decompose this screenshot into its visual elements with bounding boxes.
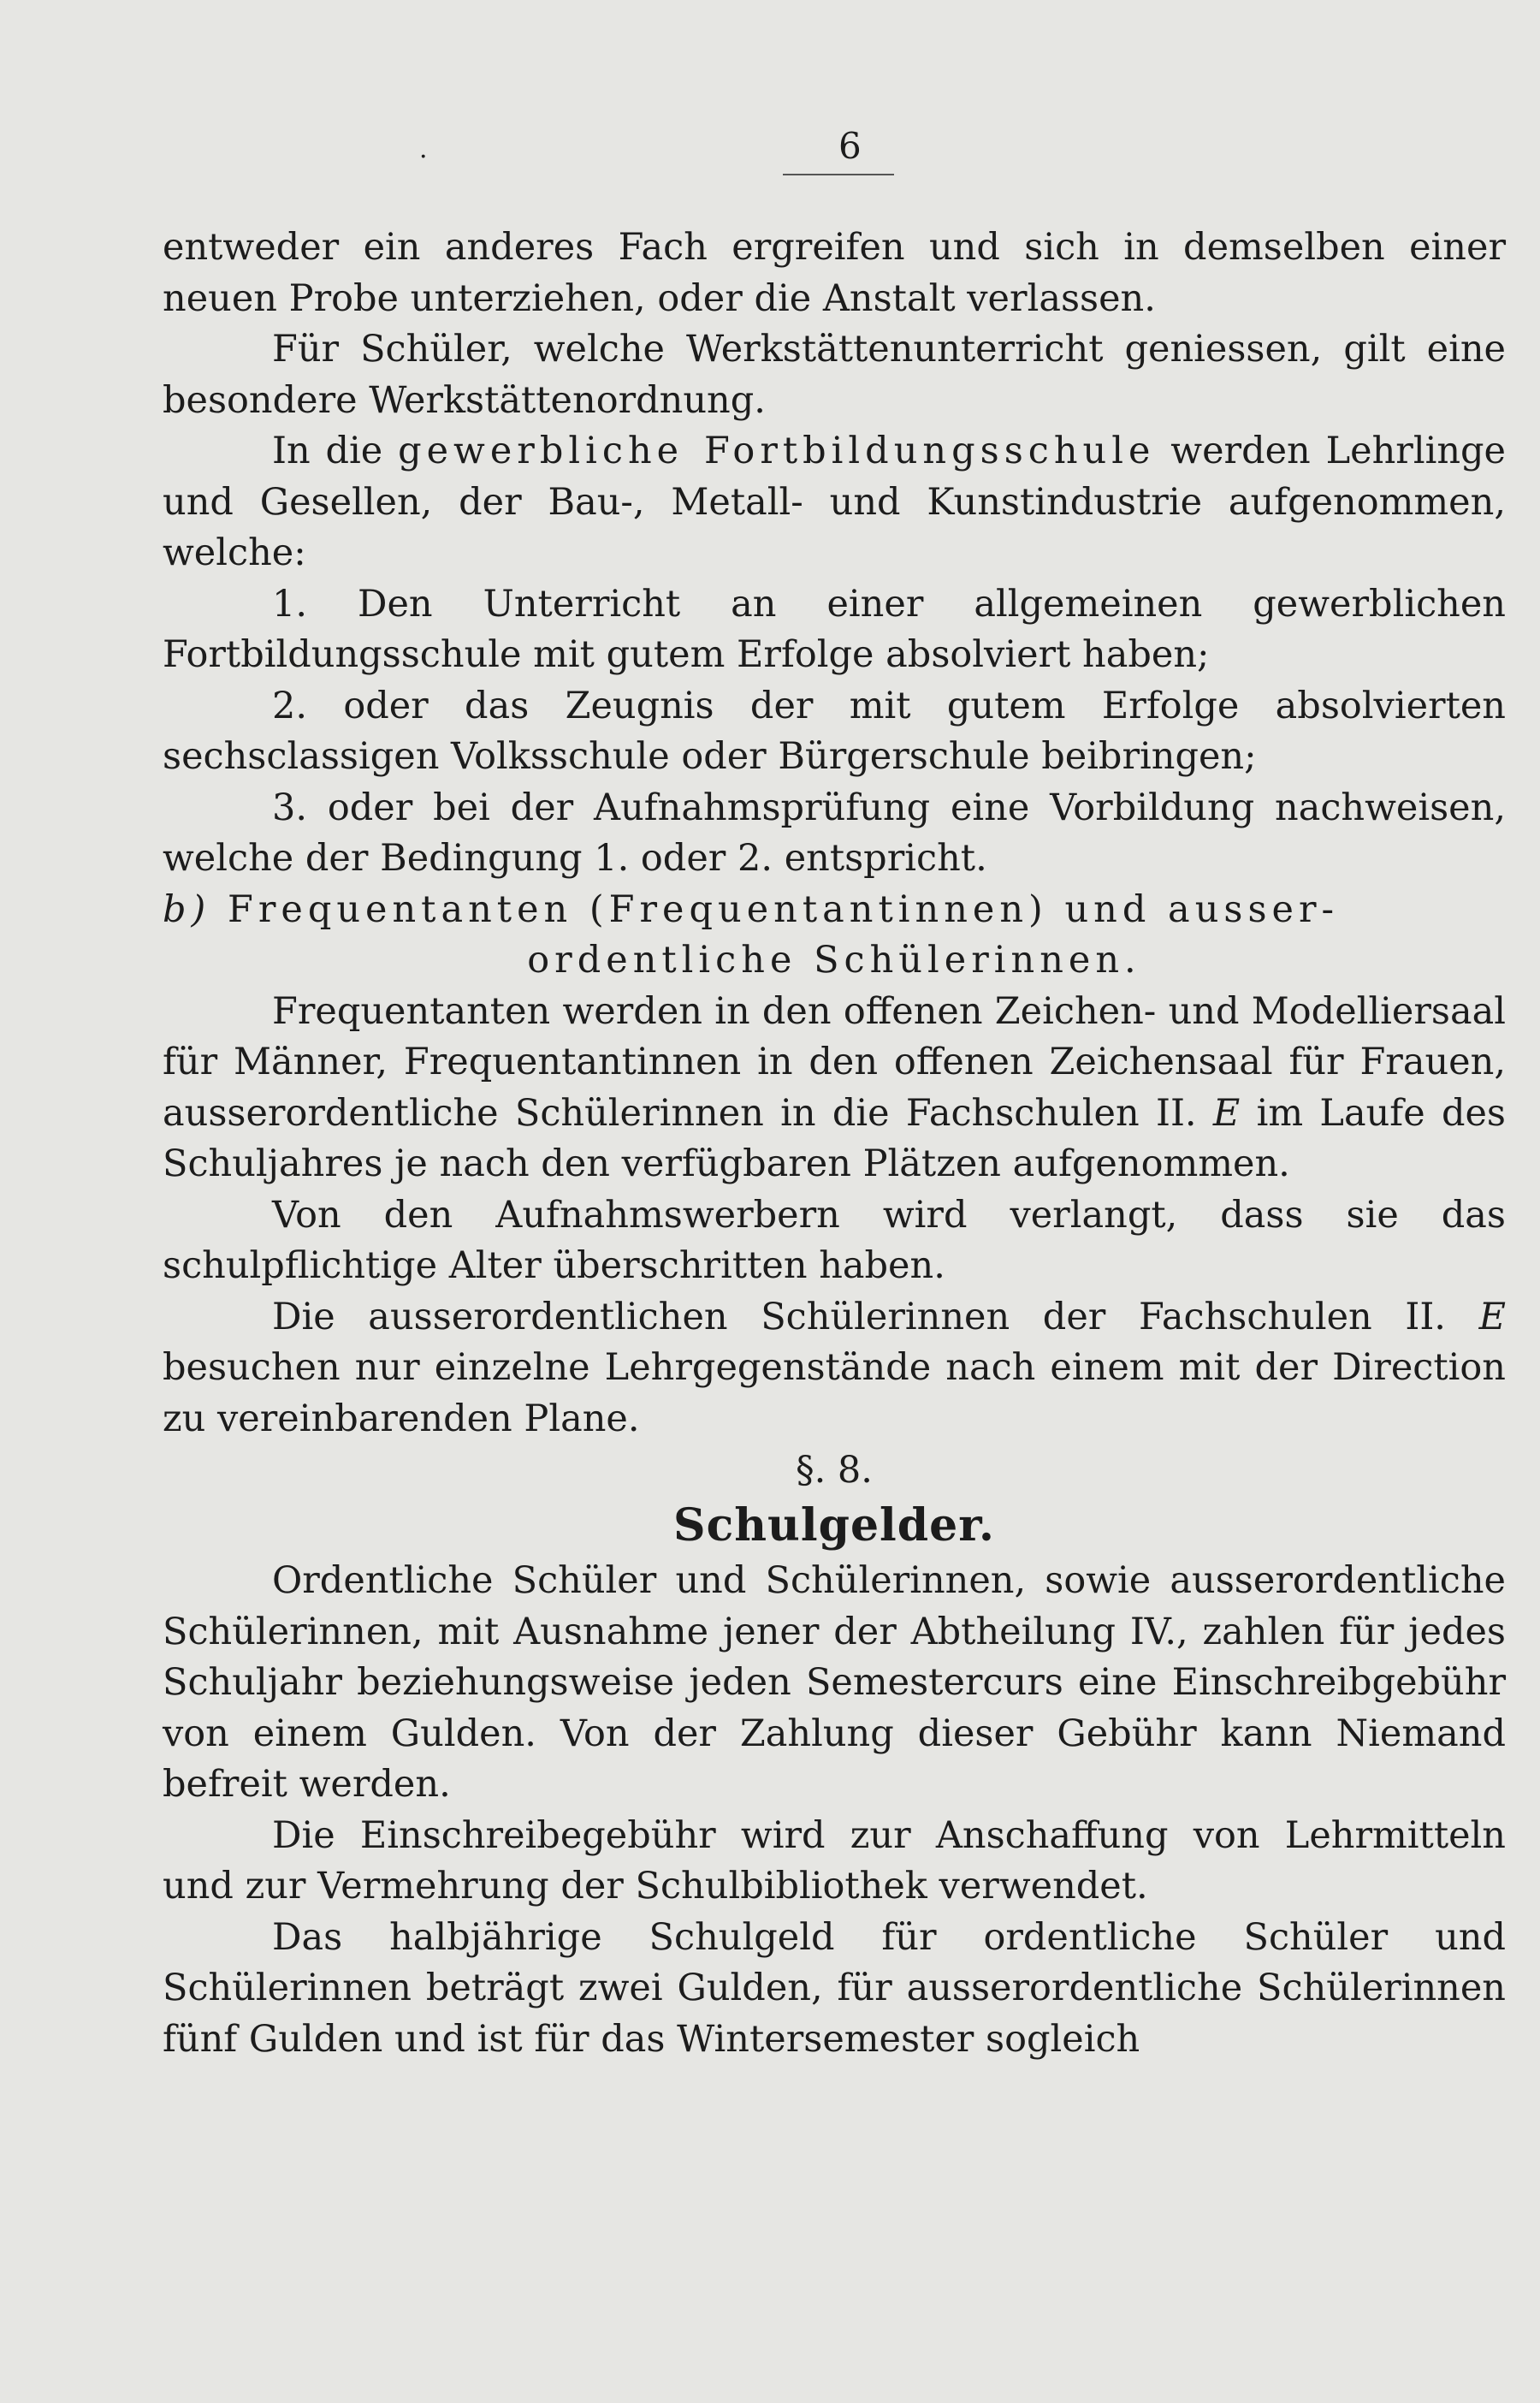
paragraph-ausserordentliche <box>163 1292 1506 1445</box>
header-dot: · <box>419 142 428 172</box>
text-run-italic: E <box>1212 1091 1241 1135</box>
page-header <box>163 116 1504 178</box>
paragraph-aufnahmswerber: Von den Aufnahmswerbern wird verlangt, dass sie das schulpflichtige Alter überschritten haben. <box>163 1193 1506 1287</box>
paragraph-fortbildungsschule <box>163 426 1506 579</box>
subsection-marker: b) <box>163 887 211 931</box>
text-run-italic: E <box>1478 1295 1506 1338</box>
paragraph-schulgeld: Das halbjährige Schulgeld für ordentliche Schüler und Schülerinnen beträgt zwei Gulden, für ausserordentliche Schülerinnen fünf Gulden und ist für das Wintersemester sogleich <box>163 1915 1506 2061</box>
text-run: werden Lehrlinge und Gesellen, der Bau-, Metall- und Kunstindustrie aufgenommen, welche: <box>163 430 1506 574</box>
paragraph-frequentanten <box>163 987 1506 1190</box>
header-rule <box>783 174 894 175</box>
page-number: 6 <box>838 125 862 167</box>
text-run: Frequentanten werden in den offenen Zeichen- und Modelliersaal für Männer, Frequentantinnen in den offenen Zeichensaal für Frauen, ausserordentliche Schülerinnen in die Fachschulen II. <box>163 989 1506 1135</box>
subsection-heading-line1: Frequentanten (Frequentantinnen) und ausser- <box>227 887 1340 931</box>
paragraph-workshop: Für Schüler, welche Werkstättenunterricht geniessen, gilt eine besondere Werkstättenordnung. <box>163 328 1506 422</box>
list-item-3: 3. oder bei der Aufnahmsprüfung eine Vorbildung nachweisen, welche der Bedingung 1. oder 2. entspricht. <box>163 786 1506 880</box>
subsection-b-heading <box>163 885 1506 936</box>
paragraph-lehrmittel: Die Einschreibegebühr wird zur Anschaffung von Lehrmitteln und zur Vermehrung der Schulbibliothek verwendet. <box>163 1813 1506 1908</box>
paragraph-einschreibgebuehr: Ordentliche Schüler und Schülerinnen, sowie ausserordentliche Schülerinnen, mit Ausnahme jener der Abtheilung IV., zahlen für jedes Schuljahr beziehungsweise jeden Semestercurs eine Einschreibgebühr von einem Gulden. Von der Zahlung dieser Gebühr kann Niemand befreit werden. <box>163 1559 1506 1806</box>
document-body <box>163 222 1506 2065</box>
section-title: Schulgelder. <box>673 1499 995 1552</box>
text-run: besuchen nur einzelne Lehrgegenstände nach einem mit der Direction zu vereinbarenden Plane. <box>163 1346 1506 1440</box>
text-run: In die <box>272 430 399 472</box>
emphasized-text: gewerbliche Fortbildungsschule <box>398 430 1156 472</box>
paragraph-continuation: entweder ein anderes Fach ergreifen und sich in demselben einer neuen Probe unterziehen, oder die Anstalt verlassen. <box>163 226 1506 320</box>
text-run: Die ausserordentlichen Schülerinnen der Fachschulen II. <box>272 1295 1479 1338</box>
subsection-heading-line2: ordentliche Schülerinnen. <box>527 939 1141 982</box>
text-run: im Laufe des Schuljahres je nach den verfügbaren Plätzen aufgenommen. <box>163 1091 1506 1185</box>
list-item-1: 1. Den Unterricht an einer allgemeinen gewerblichen Fortbildungsschule mit gutem Erfolge absolviert haben; <box>163 582 1506 676</box>
section-number: §. 8. <box>796 1449 873 1492</box>
list-item-2: 2. oder das Zeugnis der mit gutem Erfolge absolvierten sechsclassigen Volksschule oder Bürgerschule beibringen; <box>163 684 1506 778</box>
